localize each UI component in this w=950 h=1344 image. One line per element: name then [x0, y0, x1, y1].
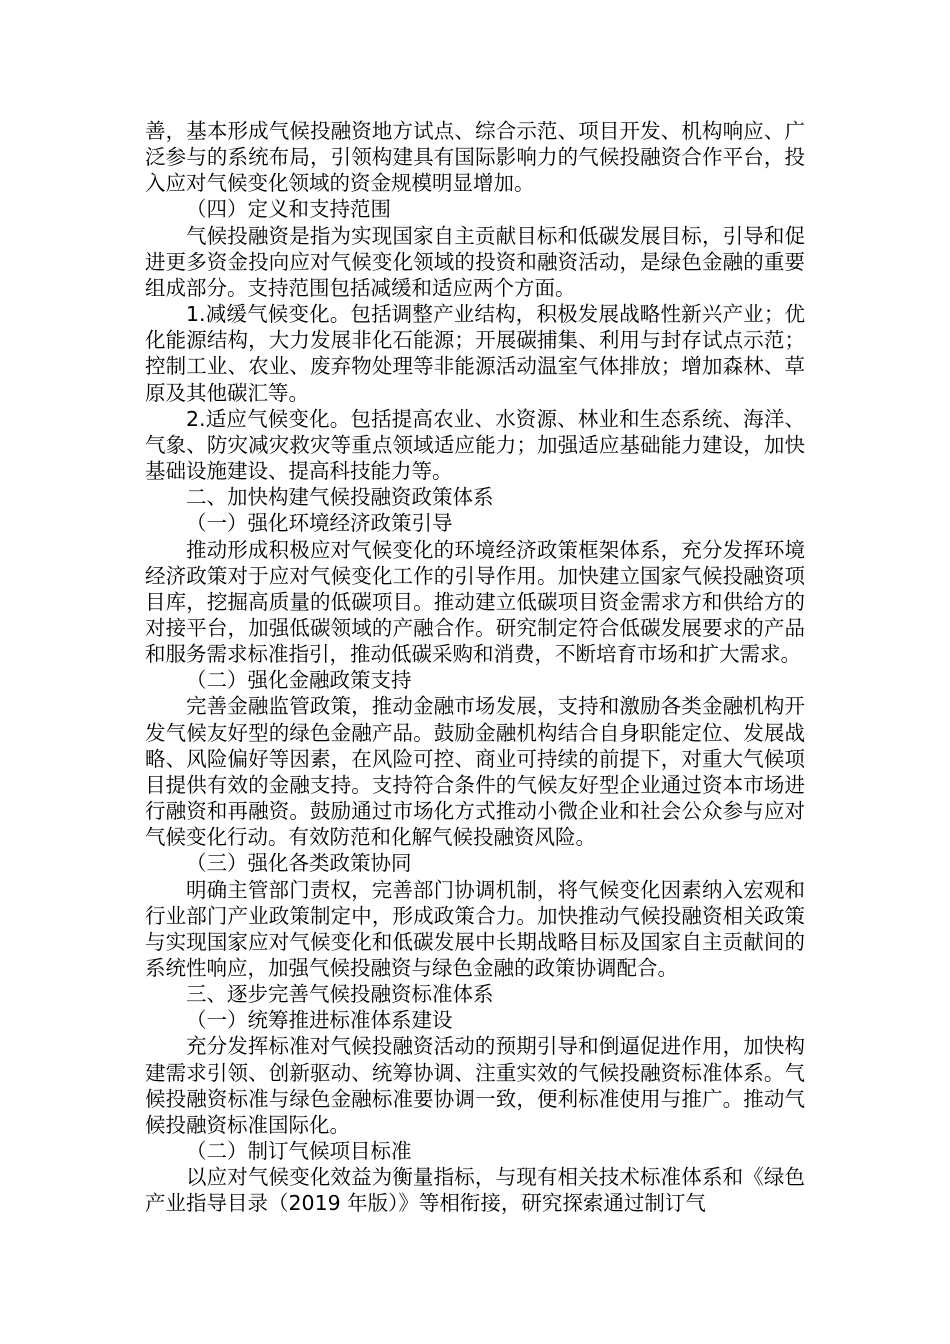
paragraph-adaptation: 2.适应气候变化。包括提高农业、水资源、林业和生态系统、海洋、气象、防灾减灾救灾等重点领域适应能力；加强适应基础能力建设，加快基础设施建设、提高科技能力等。: [145, 406, 805, 484]
subheading-policy-coordination: （三）强化各类政策协同: [186, 851, 412, 876]
paragraph-continuation: 善，基本形成气候投融资地方试点、综合示范、项目开发、机构响应、广泛参与的系统布局，引领构建具有国际影响力的气候投融资合作平台，投入应对气候变化领域的资金规模明显增加。: [145, 119, 805, 196]
subheading-definition-scope: （四）定义和支持范围: [186, 197, 391, 222]
subheading-climate-project-standards: （二）制订气候项目标准: [186, 1139, 412, 1164]
section-heading-standards-system: 三、逐步完善气候投融资标准体系: [186, 982, 494, 1007]
paragraph-standards-construction: 充分发挥标准对气候投融资活动的预期引导和倒逼促进作用，加快构建需求引领、创新驱动、统筹协调、注重实效的气候投融资标准体系。气候投融资标准与绿色金融标准要协调一致，便利标准使用与推广。推动气候投融资标准国际化。: [145, 1034, 805, 1137]
subheading-standards-construction: （一）统筹推进标准体系建设: [186, 1008, 453, 1033]
document-page: [145, 118, 805, 1217]
paragraph-financial-policy: 完善金融监管政策，推动金融市场发展，支持和激励各类金融机构开发气候友好型的绿色金融产品。鼓励金融机构结合自身职能定位、发展战略、风险偏好等因素，在风险可控、商业可持续的前提下，对重大气候项目提供有效的金融支持。支持符合条件的气候友好型企业通过资本市场进行融资和再融资。鼓励通过市场化方式推动小微企业和社会公众参与应对气候变化行动。有效防范和化解气候投融资风险。: [145, 694, 805, 850]
subheading-financial-policy: （二）强化金融政策支持: [186, 668, 412, 693]
paragraph-climate-project-standards: 以应对气候变化效益为衡量指标，与现有相关技术标准体系和《绿色产业指导目录（2019 年版）》等相衔接，研究探索通过制订气: [145, 1165, 805, 1216]
paragraph-mitigation: 1.减缓气候变化。包括调整产业结构，积极发展战略性新兴产业；优化能源结构，大力发展非化石能源；开展碳捕集、利用与封存试点示范；控制工业、农业、废弃物处理等非能源活动温室气体排放；增加森林、草原及其他碳汇等。: [145, 302, 805, 405]
paragraph-environmental-economic-policy: 推动形成积极应对气候变化的环境经济政策框架体系，充分发挥环境经济政策对于应对气候变化工作的引导作用。加快建立国家气候投融资项目库，挖掘高质量的低碳项目。推动建立低碳项目资金需求方和供给方的对接平台，加强低碳领域的产融合作。研究制定符合低碳发展要求的产品和服务需求标准指引，推动低碳采购和消费，不断培育市场和扩大需求。: [145, 537, 805, 667]
paragraph-policy-coordination: 明确主管部门责权，完善部门协调机制，将气候变化因素纳入宏观和行业部门产业政策制定中，形成政策合力。加快推动气候投融资相关政策与实现国家应对气候变化和低碳发展中长期战略目标及国家自主贡献间的系统性响应，加强气候投融资与绿色金融的政策协调配合。: [145, 877, 805, 980]
paragraph-definition: 气候投融资是指为实现国家自主贡献目标和低碳发展目标，引导和促进更多资金投向应对气候变化领域的投资和融资活动，是绿色金融的重要组成部分。支持范围包括减缓和适应两个方面。: [145, 223, 805, 300]
section-heading-policy-system: 二、加快构建气候投融资政策体系: [186, 485, 494, 510]
subheading-environmental-economic-policy: （一）强化环境经济政策引导: [186, 511, 453, 536]
